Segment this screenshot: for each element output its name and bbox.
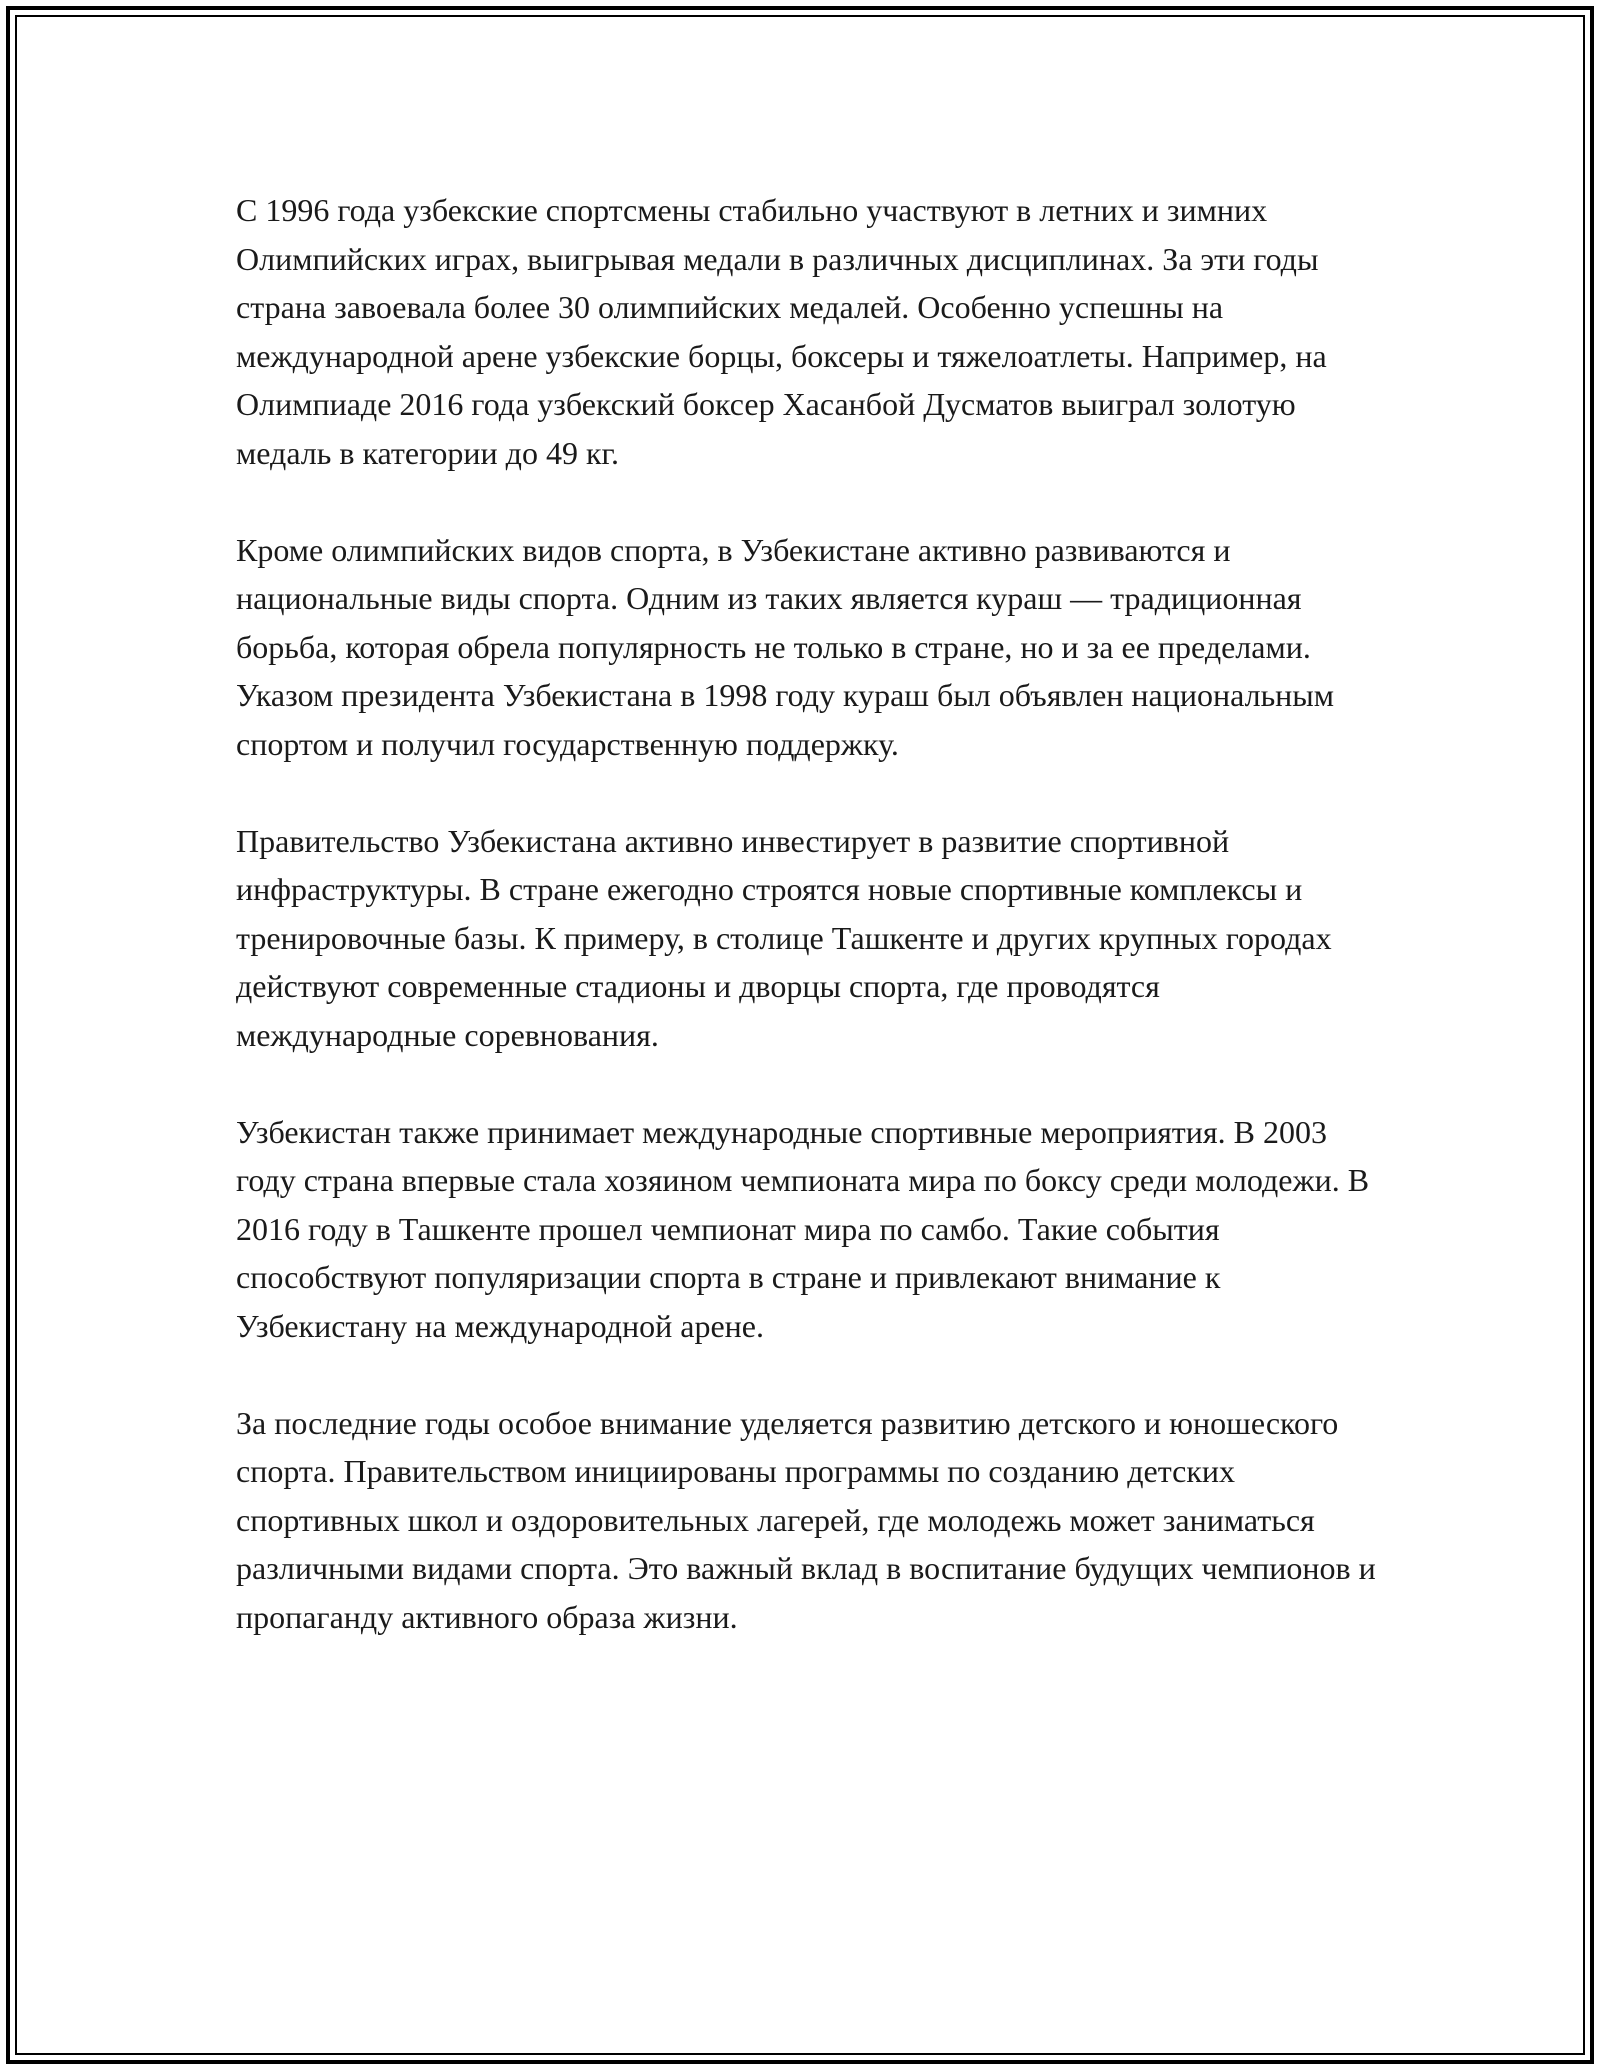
paragraph-olympics: С 1996 года узбекские спортсмены стабильно участвуют в летних и зимних Олимпийских играх, выигрывая медали в различных дисциплинах. За эти годы страна завоевала более 30 олимпийских медалей. Особенно успешны на международной арене узбекские борцы, боксеры и тяжелоатлеты. Например, на Олимпиаде 2016 года узбекский боксер Хасанбой Дусматов выиграл золотую медаль в категории до 49 кг. (236, 192, 1327, 471)
paragraph-infrastructure: Правительство Узбекистана активно инвестирует в развитие спортивной инфраструктуры. В стране ежегодно строятся новые спортивные комплексы и тренировочные базы. К примеру, в столице Ташкенте и других крупных городах действуют современные стадионы и дворцы спорта, где проводятся международные соревнования. (236, 822, 1332, 1053)
paragraph-youth-sport: За последние годы особое внимание уделяется развитию детского и юношеского спорта. Правительством инициированы программы по созданию детских спортивных школ и оздоровительных лагерей, где молодежь может заниматься различными видами спорта. Это важный вклад в воспитание будущих чемпионов и пропаганду активного образа жизни. (236, 1404, 1376, 1635)
paragraph-international-events: Узбекистан также принимает международные спортивные мероприятия. В 2003 году страна впервые стала хозяином чемпионата мира по боксу среди молодежи. В 2016 году в Ташкенте прошел чемпионат мира по самбо. Такие события способствуют популяризации спорта в стране и привлекают внимание к Узбекистану на международной арене. (236, 1113, 1370, 1344)
document-body (236, 186, 1386, 1641)
paragraph-kurash: Кроме олимпийских видов спорта, в Узбекистане активно развиваются и национальные виды спорта. Одним из таких является кураш — традиционная борьба, которая обрела популярность не только в стране, но и за ее пределами. Указом президента Узбекистана в 1998 году кураш был объявлен национальным спортом и получил государственную поддержку. (236, 531, 1335, 762)
